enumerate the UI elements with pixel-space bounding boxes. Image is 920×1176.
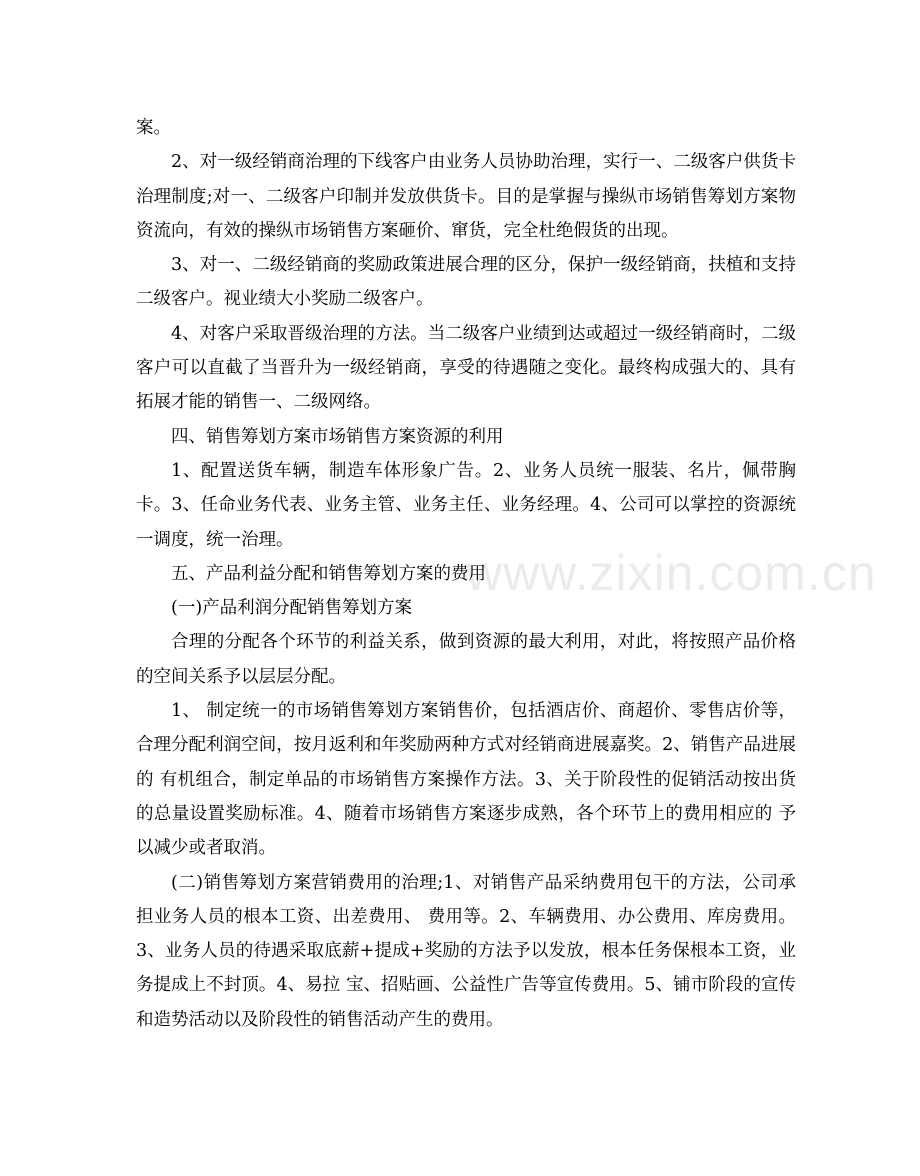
paragraph-item-4: 4、对客户采取晋级治理的方法。当二级客户业绩到达或超过一级经销商时，二级客户可以直截了当晋升为一级经销商，享受的待遇随之变化。最终构成强大的、具有拓展才能的销售一、二级网络。 (136, 323, 796, 413)
section-heading-4: 四、销售筹划方案市场销售方案资源的利用 (171, 426, 504, 447)
paragraph-resources: 1、配置送货车辆，制造车体形象广告。2、业务人员统一服装、名片，佩带胸卡。3、任命业务代表、业务主管、业务主任、业务经理。4、公司可以掌控的资源统一调度，统一治理。 (136, 460, 796, 550)
paragraph-pricing: 1、 制定统一的市场销售筹划方案销售价，包括酒店价、商超价、零售店价等，合理分配利润空间，按月返利和年奖励两种方式对经销商进展嘉奖。2、销售产品进展的 有机组合，制定单品的市场销售方案操作方法。3、关于阶段性的促销活动按出货的总量设置奖励标准。4、随着市场销售方案逐步成熟，各个环节上的费用相应的 予以减少或者取消。 (136, 701, 796, 859)
paragraph-expenses: (二)销售筹划方案营销费用的治理;1、对销售产品采纳费用包干的方法，公司承担业务人员的根本工资、出差费用、 费用等。2、车辆费用、办公费用、库房费用。3、业务人员的待遇采取底薪+提成+奖励的方法予以发放，根本任务保根本工资，业务提成上不封顶。4、易拉 宝、招贴画、公益性广告等宣传费用。5、铺市阶段的宣传和造势活动以及阶段性的销售活动产生的费用。 (136, 872, 796, 1030)
subsection-heading-1: (一)产品利润分配销售筹划方案 (171, 598, 413, 619)
paragraph-item-3: 3、对一、二级经销商的奖励政策进展合理的区分，保护一级经销商，扶植和支持二级客户。视业绩大小奖励二级客户。 (136, 255, 796, 310)
watermark: www.zixin.com.cn (466, 545, 877, 601)
section-heading-5: 五、产品利益分配和销售筹划方案的费用 (171, 563, 486, 584)
paragraph-allocation: 合理的分配各个环节的利益关系，做到资源的最大利用，对此，将按照产品价格的空间关系予以层层分配。 (136, 632, 796, 687)
paragraph-continuation: 案。 (136, 118, 171, 138)
document-body (136, 111, 796, 1037)
paragraph-item-2: 2、对一级经销商治理的下线客户由业务人员协助治理，实行一、二级客户供货卡治理制度;对一、二级客户印制并发放供货卡。目的是掌握与操纵市场销售筹划方案物资流向，有效的操纵市场销售方案砸价、窜货，完全杜绝假货的出现。 (136, 152, 796, 241)
